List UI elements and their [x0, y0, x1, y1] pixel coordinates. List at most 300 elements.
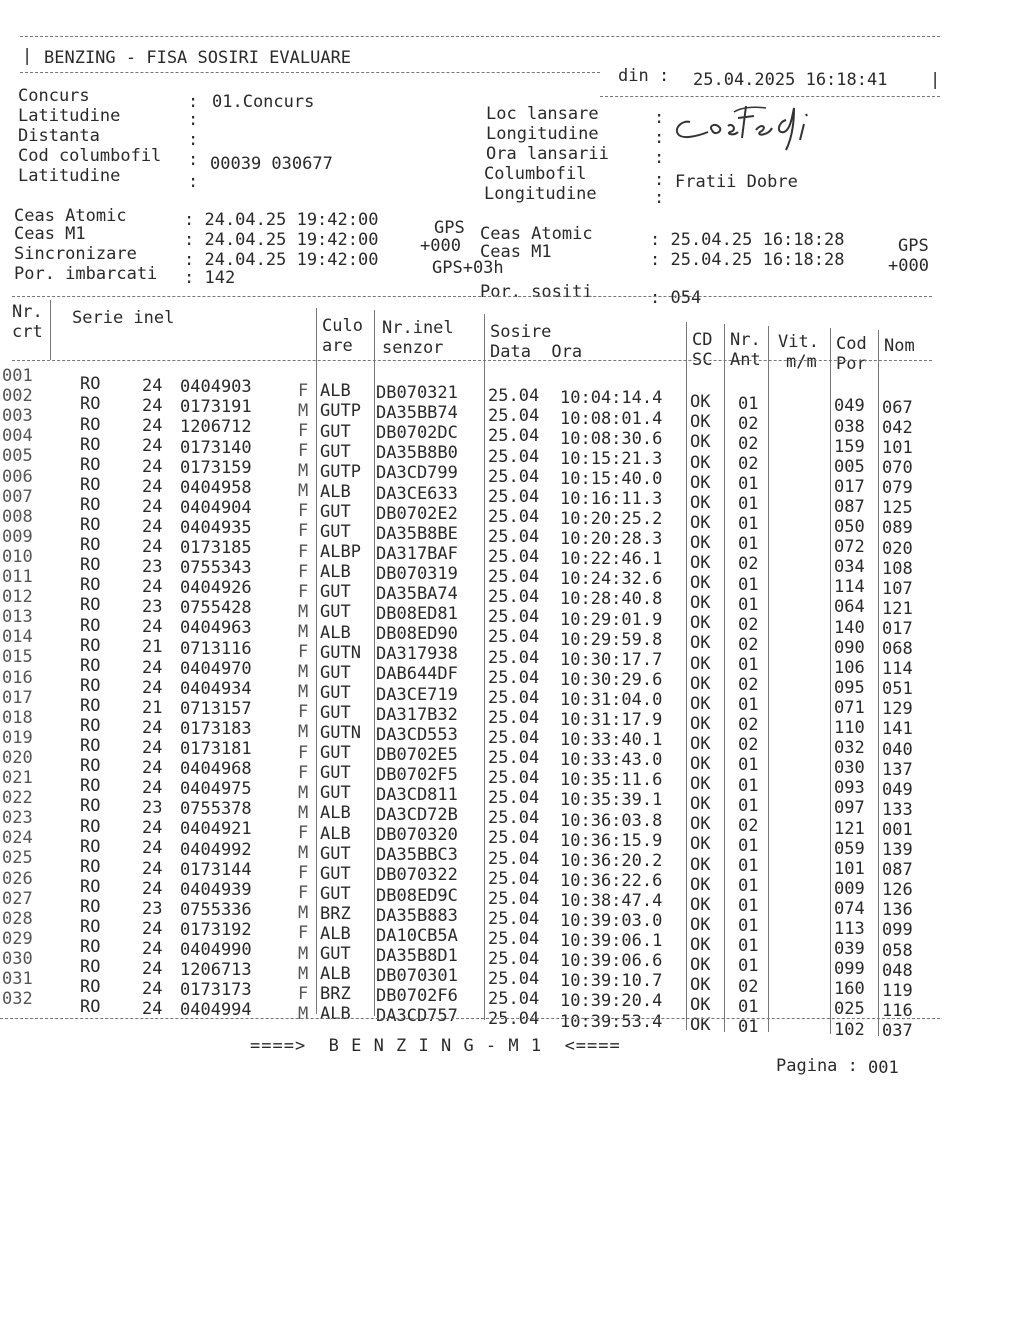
col-nr-inel: Nr.inel — [382, 318, 454, 338]
col-nr-ant: Ant — [730, 350, 761, 370]
cell-ring-year: 24 — [142, 436, 163, 457]
cell-ring-number: 0404990 — [180, 940, 252, 961]
cell-pigeon-code: 121 — [834, 818, 865, 839]
cell-prev-nr: 02 — [738, 433, 759, 454]
cell-prev-nr: 01 — [738, 695, 759, 716]
cell-prev-nr: 01 — [738, 876, 759, 897]
cell-arrival-date: 25.04 — [488, 727, 540, 748]
col-vit: Vit. — [778, 332, 819, 352]
cell-color: GUT — [320, 582, 351, 603]
cell-arrival-time: 10:30:17.7 — [560, 649, 663, 670]
cell-prev-nr: 01 — [738, 896, 759, 917]
clock-label: Por. sositi — [480, 282, 593, 302]
cell-cd-status: OK — [690, 432, 711, 453]
cell-prev-nr: 01 — [738, 654, 759, 675]
cell-prev-nr: 01 — [738, 514, 759, 535]
cell-prev-nr: 01 — [738, 594, 759, 615]
cell-arrival-time: 10:15:21.3 — [560, 448, 663, 469]
cell-ring-year: 24 — [142, 758, 163, 779]
cell-row-nr: 022 — [2, 788, 33, 809]
cell-ring-number: 0173144 — [180, 859, 252, 880]
info-label: Distanta — [18, 126, 100, 146]
cell-ring-number: 1206712 — [180, 417, 252, 438]
cell-sensor-id: DA3CE719 — [376, 684, 458, 705]
cell-ring-number: 0173159 — [180, 457, 252, 478]
info-label: Concurs — [18, 86, 90, 106]
cell-sensor-id: DA317BAF — [376, 543, 458, 564]
cell-arrival-time: 10:20:28.3 — [560, 529, 663, 550]
cell-nom: 079 — [882, 478, 913, 499]
cell-pigeon-code: 087 — [834, 496, 865, 517]
info-label: Latitudine — [18, 106, 121, 126]
cell-sensor-id: DB08ED81 — [376, 604, 458, 625]
cell-country-code: RO — [80, 776, 101, 797]
cell-ring-year: 24 — [142, 717, 163, 738]
cell-prev-nr: 01 — [738, 855, 759, 876]
info-sep: : — [654, 188, 665, 208]
cell-color: GUT — [320, 883, 351, 904]
cell-arrival-date: 25.04 — [488, 989, 540, 1010]
cell-color: GUT — [320, 421, 351, 442]
date-value: 25.04.2025 16:18:41 — [693, 70, 888, 90]
cell-pigeon-code: 110 — [834, 718, 865, 739]
cell-nom: 116 — [882, 1000, 913, 1021]
handwritten-signature-image — [668, 100, 818, 155]
info-label: Longitudine — [484, 184, 597, 204]
cell-country-code: RO — [80, 695, 101, 716]
cell-cd-status: OK — [690, 593, 711, 614]
info-sep: : — [654, 128, 665, 148]
cell-sex: M — [298, 802, 309, 823]
col-cod: Por — [836, 354, 867, 374]
cell-country-code: RO — [80, 535, 101, 556]
col-serie: Serie inel — [72, 308, 175, 328]
cell-arrival-date: 25.04 — [488, 788, 540, 809]
cell-arrival-time: 10:39:20.4 — [560, 991, 663, 1012]
cell-country-code: RO — [80, 615, 101, 636]
cell-country-code: RO — [80, 736, 101, 757]
cell-row-nr: 013 — [2, 607, 33, 628]
cell-sensor-id: DB08ED9C — [376, 885, 458, 906]
cell-ring-number: 0404903 — [180, 377, 252, 398]
cell-arrival-date: 25.04 — [488, 748, 540, 769]
cell-ring-year: 24 — [142, 938, 163, 959]
cell-sex: M — [298, 601, 309, 622]
cell-ring-number: 0404992 — [180, 839, 252, 860]
cell-ring-year: 24 — [142, 376, 163, 397]
cell-sensor-id: DA3CD757 — [376, 1006, 458, 1027]
page-number: 001 — [868, 1058, 899, 1078]
clock-value: : 25.04.25 16:18:28 — [650, 230, 845, 250]
cell-sex: M — [298, 682, 309, 703]
cell-row-nr: 021 — [2, 768, 33, 789]
cell-arrival-time: 10:04:14.4 — [560, 388, 663, 409]
cell-prev-nr: 02 — [738, 735, 759, 756]
cell-row-nr: 023 — [2, 808, 33, 829]
cell-nom: 070 — [882, 458, 913, 479]
cell-arrival-time: 10:39:10.7 — [560, 971, 663, 992]
cell-ring-number: 0173183 — [180, 718, 252, 739]
cell-nom: 121 — [882, 598, 913, 619]
cell-cd-status: OK — [690, 472, 711, 493]
cell-ring-year: 24 — [142, 778, 163, 799]
cell-sensor-id: DB070301 — [376, 965, 458, 986]
cell-arrival-date: 25.04 — [488, 446, 540, 467]
cell-nom: 137 — [882, 759, 913, 780]
cell-ring-number: 0404994 — [180, 1000, 252, 1021]
cell-sensor-id: DA3CE633 — [376, 483, 458, 504]
cell-row-nr: 012 — [2, 587, 33, 608]
cell-pigeon-code: 101 — [834, 858, 865, 879]
cell-arrival-time: 10:39:03.0 — [560, 911, 663, 931]
clock-label: Sincronizare — [14, 244, 137, 264]
info-label: Columbofil — [484, 164, 587, 184]
cell-color: GUTN — [320, 723, 361, 744]
cell-sensor-id: DA317938 — [376, 644, 458, 665]
cell-ring-year: 24 — [142, 416, 163, 437]
cell-arrival-date: 25.04 — [488, 466, 540, 487]
cell-pigeon-code: 050 — [834, 517, 865, 538]
cell-arrival-time: 10:35:39.1 — [560, 790, 663, 811]
cell-sensor-id: DA3CD811 — [376, 785, 458, 806]
cell-pigeon-code: 064 — [834, 597, 865, 618]
col-rule — [50, 300, 51, 360]
info-value: 01.Concurs — [212, 92, 315, 112]
cell-arrival-date: 25.04 — [488, 1009, 540, 1030]
cell-prev-nr: 01 — [738, 574, 759, 595]
cell-nom: 048 — [882, 960, 913, 981]
cell-nom: 058 — [882, 940, 913, 961]
cell-pigeon-code: 038 — [834, 416, 865, 437]
cell-color: ALB — [320, 562, 351, 583]
cell-ring-number: 0173181 — [180, 739, 252, 760]
cell-row-nr: 017 — [2, 687, 33, 708]
cell-sex: M — [298, 963, 309, 984]
cell-country-code: RO — [80, 675, 101, 696]
cell-pigeon-code: 009 — [834, 878, 865, 899]
cell-ring-number: 0404970 — [180, 658, 252, 679]
cell-sex: M — [298, 621, 309, 642]
cell-arrival-time: 10:39:06.6 — [560, 951, 663, 972]
cell-ring-year: 23 — [142, 597, 163, 618]
cell-row-nr: 004 — [2, 426, 33, 447]
cell-prev-nr: 01 — [738, 916, 759, 937]
cell-ring-year: 24 — [142, 516, 163, 537]
cell-country-code: RO — [80, 937, 101, 958]
cell-arrival-date: 25.04 — [488, 486, 540, 507]
cell-pigeon-code: 039 — [834, 939, 865, 960]
cell-nom: 068 — [882, 639, 913, 660]
cell-row-nr: 027 — [2, 888, 33, 909]
cell-ring-year: 24 — [142, 677, 163, 698]
cell-ring-year: 24 — [142, 737, 163, 758]
clock-label: Ceas Atomic — [480, 224, 593, 244]
cell-prev-nr: 01 — [738, 534, 759, 555]
cell-cd-status: OK — [690, 452, 711, 473]
cell-prev-nr: 01 — [738, 835, 759, 856]
cell-ring-year: 24 — [142, 838, 163, 859]
cell-pigeon-code: 140 — [834, 617, 865, 638]
cell-arrival-time: 10:08:01.4 — [560, 408, 663, 429]
cell-ring-year: 24 — [142, 577, 163, 598]
col-rule — [484, 314, 485, 1020]
cell-arrival-date: 25.04 — [488, 607, 540, 628]
cell-pigeon-code: 005 — [834, 456, 865, 477]
cell-row-nr: 024 — [2, 828, 33, 849]
cell-sex: F — [298, 581, 309, 602]
cell-cd-status: OK — [690, 553, 711, 573]
cell-cd-status: OK — [690, 995, 711, 1016]
cell-country-code: RO — [80, 595, 101, 616]
cell-arrival-time: 10:38:47.4 — [560, 890, 663, 911]
cell-sensor-id: DA35BA74 — [376, 584, 458, 605]
cell-ring-year: 24 — [142, 536, 163, 557]
cell-country-code: RO — [80, 555, 101, 576]
cell-prev-nr: 02 — [738, 413, 759, 434]
cell-cd-status: OK — [690, 774, 711, 795]
info-sep: : — [188, 110, 199, 130]
cell-nom: 089 — [882, 518, 913, 539]
cell-nom: 119 — [882, 980, 913, 1001]
cell-row-nr: 010 — [2, 546, 33, 567]
cell-ring-year: 24 — [142, 617, 163, 638]
cell-cd-status: OK — [690, 573, 711, 594]
cell-color: ALB — [320, 622, 351, 643]
cell-arrival-date: 25.04 — [488, 687, 540, 708]
col-nr-inel: senzor — [382, 338, 444, 358]
cell-sex: F — [298, 441, 309, 462]
cell-ring-number: 0404921 — [180, 819, 252, 840]
col-nr: crt — [12, 322, 43, 342]
cell-nom: 051 — [882, 679, 913, 700]
cell-arrival-time: 10:20:25.2 — [560, 509, 663, 529]
cell-ring-year: 24 — [142, 396, 163, 417]
cell-arrival-date: 25.04 — [488, 386, 540, 407]
cell-prev-nr: 01 — [738, 755, 759, 776]
cell-row-nr: 011 — [2, 567, 33, 588]
cell-nom: 136 — [882, 900, 913, 921]
cell-arrival-time: 10:28:40.8 — [560, 589, 663, 610]
cell-ring-year: 23 — [142, 898, 163, 919]
cell-arrival-time: 10:22:46.1 — [560, 549, 663, 570]
cell-arrival-time: 10:36:22.6 — [560, 870, 663, 891]
clock-value: : 24.04.25 19:42:00 — [184, 250, 379, 270]
cell-row-nr: 002 — [2, 386, 33, 407]
cell-country-code: RO — [80, 856, 101, 877]
cell-row-nr: 019 — [2, 727, 33, 748]
info-label: Ora lansarii — [486, 144, 609, 164]
cell-country-code: RO — [80, 394, 101, 415]
info-label: Longitudine — [486, 124, 599, 144]
cell-arrival-time: 10:33:43.0 — [560, 750, 663, 771]
cell-nom: 049 — [882, 779, 913, 800]
cell-prev-nr: 02 — [738, 453, 759, 474]
cell-color: GUT — [320, 682, 351, 703]
cell-ring-year: 24 — [142, 959, 163, 980]
cell-color: GUT — [320, 441, 351, 462]
cell-prev-nr: 01 — [738, 1016, 759, 1037]
cell-ring-year: 24 — [142, 456, 163, 477]
cell-row-nr: 029 — [2, 928, 33, 949]
cell-ring-year: 24 — [142, 979, 163, 1000]
col-sosire: Sosire — [490, 322, 552, 342]
cell-ring-number: 0404904 — [180, 497, 252, 518]
cell-pigeon-code: 159 — [834, 436, 865, 457]
cell-nom: 114 — [882, 659, 913, 680]
cell-ring-number: 0755378 — [180, 799, 252, 820]
cell-arrival-date: 25.04 — [488, 426, 540, 447]
col-cod: Cod — [836, 334, 867, 354]
cell-pigeon-code: 099 — [834, 959, 865, 980]
cell-ring-year: 23 — [142, 557, 163, 578]
cell-sensor-id: DA35B8B0 — [376, 443, 458, 464]
cell-prev-nr: 01 — [738, 775, 759, 796]
cell-row-nr: 008 — [2, 506, 33, 527]
cell-pigeon-code: 049 — [834, 396, 865, 417]
cell-color: GUT — [320, 602, 351, 623]
cell-row-nr: 015 — [2, 647, 33, 668]
cell-cd-status: OK — [690, 733, 711, 754]
cell-arrival-date: 25.04 — [488, 506, 540, 527]
cell-color: BRZ — [320, 984, 351, 1005]
cell-pigeon-code: 017 — [834, 476, 865, 497]
cell-ring-year: 21 — [142, 637, 163, 658]
cell-cd-status: OK — [690, 633, 711, 654]
title-bar-left: | — [22, 46, 33, 66]
cell-pigeon-code: 030 — [834, 758, 865, 779]
cell-country-code: RO — [80, 454, 101, 475]
cell-arrival-date: 25.04 — [488, 828, 540, 849]
col-rule — [686, 322, 687, 1030]
cell-row-nr: 003 — [2, 406, 33, 427]
table-bottom-rule — [0, 1018, 940, 1019]
cell-country-code: RO — [80, 756, 101, 777]
cell-arrival-time: 10:16:11.3 — [560, 488, 663, 509]
cell-color: GUT — [320, 763, 351, 784]
info-label: Latitudine — [18, 166, 121, 186]
cell-ring-number: 0173140 — [180, 437, 252, 458]
cell-ring-year: 21 — [142, 697, 163, 718]
cell-row-nr: 005 — [2, 446, 33, 467]
cell-arrival-date: 25.04 — [488, 808, 540, 829]
cell-ring-year: 24 — [142, 818, 163, 839]
cell-arrival-time: 10:36:15.9 — [560, 830, 663, 851]
cell-ring-number: 0173173 — [180, 980, 252, 1001]
cell-color: GUT — [320, 783, 351, 804]
cell-sex: F — [298, 883, 309, 904]
cell-arrival-date: 25.04 — [488, 969, 540, 990]
cell-ring-number: 0173191 — [180, 397, 252, 418]
cell-country-code: RO — [80, 374, 101, 395]
info-label: Cod columbofil — [18, 146, 162, 166]
cell-cd-status: OK — [690, 713, 711, 734]
cell-pigeon-code: 034 — [834, 557, 865, 578]
cell-color: BRZ — [320, 903, 351, 924]
cell-sensor-id: DA317B32 — [376, 704, 458, 725]
cell-sex: F — [298, 420, 309, 441]
cell-prev-nr: 01 — [738, 795, 759, 816]
cell-sex: F — [298, 702, 309, 723]
cell-ring-number: 0404968 — [180, 759, 252, 780]
cell-arrival-time: 10:24:32.6 — [560, 569, 663, 590]
col-rule — [316, 308, 317, 1014]
title-bar-right: | — [930, 70, 941, 90]
cell-pigeon-code: 032 — [834, 738, 865, 759]
clock-label: Ceas M1 — [14, 224, 86, 244]
info-sep: : — [188, 92, 199, 112]
cell-color: GUTP — [320, 461, 361, 482]
cell-ring-year: 23 — [142, 798, 163, 819]
cell-row-nr: 016 — [2, 667, 33, 688]
clock-extra: GPS+03h — [432, 258, 504, 278]
cell-country-code: RO — [80, 896, 101, 917]
cell-cd-status: OK — [690, 814, 711, 835]
cell-sex: F — [298, 983, 309, 1004]
cell-sex: M — [298, 843, 309, 864]
cell-sex: F — [298, 642, 309, 663]
cell-pigeon-code: 093 — [834, 778, 865, 799]
cell-sex: F — [298, 923, 309, 944]
col-nr-ant: Nr. — [730, 330, 761, 350]
cell-row-nr: 009 — [2, 526, 33, 547]
cell-sensor-id: DB0702F6 — [376, 986, 458, 1007]
cell-cd-status: OK — [690, 613, 711, 634]
info-sep: : — [654, 170, 665, 190]
cell-row-nr: 001 — [2, 366, 33, 387]
cell-arrival-date: 25.04 — [488, 928, 540, 949]
cell-color: ALB — [320, 823, 351, 844]
cell-nom: 067 — [882, 397, 913, 418]
cell-ring-number: 0713157 — [180, 698, 252, 719]
cell-ring-number: 0404926 — [180, 578, 252, 599]
cell-ring-number: 0404939 — [180, 879, 252, 900]
cell-pigeon-code: 097 — [834, 798, 865, 819]
cell-ring-number: 0713116 — [180, 638, 252, 659]
cell-sex: F — [298, 521, 309, 542]
cell-color: GUTP — [320, 401, 361, 422]
cell-cd-status: OK — [690, 934, 711, 955]
cell-country-code: RO — [80, 796, 101, 817]
table-header-rule — [12, 360, 932, 361]
cell-cd-status: OK — [690, 653, 711, 674]
cell-nom: 101 — [882, 438, 913, 459]
cell-cd-status: OK — [690, 1015, 711, 1036]
info-sep: : — [654, 148, 665, 168]
info-value: 00039 030677 — [210, 154, 333, 174]
col-rule — [724, 324, 725, 1032]
cell-sensor-id: DA35BB74 — [376, 403, 458, 424]
cell-color: GUT — [320, 501, 351, 522]
cell-row-nr: 018 — [2, 707, 33, 728]
cell-arrival-date: 25.04 — [488, 888, 540, 909]
col-nom: Nom — [884, 336, 915, 356]
cell-arrival-date: 25.04 — [488, 406, 540, 427]
cell-country-code: RO — [80, 716, 101, 737]
cell-country-code: RO — [80, 515, 101, 536]
cell-pigeon-code: 095 — [834, 677, 865, 698]
cell-sex: M — [298, 722, 309, 743]
cell-sex: M — [298, 461, 309, 482]
cell-arrival-date: 25.04 — [488, 547, 540, 568]
cell-ring-number: 0173192 — [180, 919, 252, 940]
cell-sex: M — [298, 903, 309, 924]
cell-color: ALB — [320, 964, 351, 985]
cell-arrival-date: 25.04 — [488, 667, 540, 688]
cell-color: GUT — [320, 944, 351, 965]
cell-country-code: RO — [80, 655, 101, 676]
cell-country-code: RO — [80, 635, 101, 656]
cell-country-code: RO — [80, 957, 101, 978]
